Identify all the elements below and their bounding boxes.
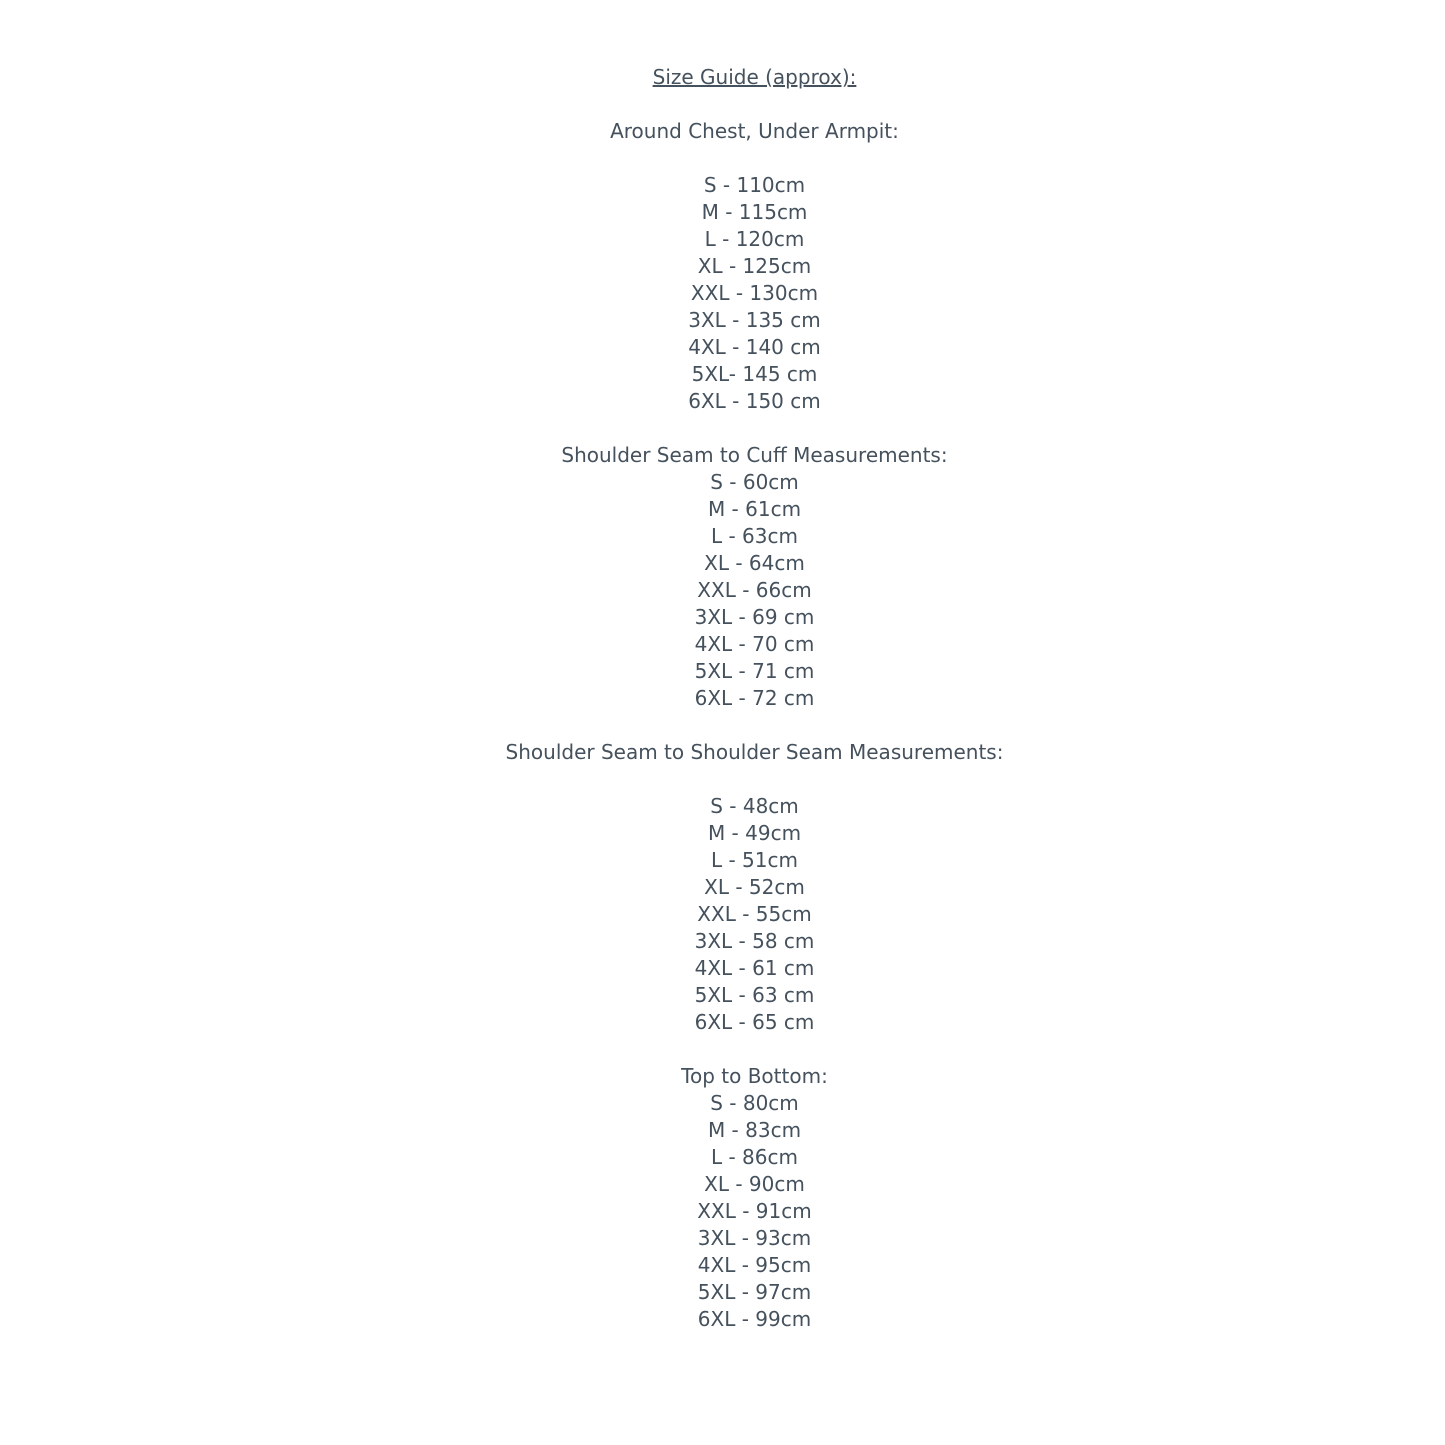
size-section: [64, 739, 1445, 1036]
size-item: 4XL - 140 cm: [688, 335, 821, 359]
size-item: 3XL - 135 cm: [688, 308, 821, 332]
size-item: 5XL- 145 cm: [691, 362, 818, 386]
size-section: [64, 1063, 1445, 1333]
page-title: Size Guide (approx):: [652, 65, 857, 89]
size-item: XL - 90cm: [704, 1172, 805, 1196]
section-heading: Shoulder Seam to Shoulder Seam Measurements:: [505, 740, 1004, 764]
size-item: M - 115cm: [701, 200, 808, 224]
size-item: 4XL - 95cm: [697, 1253, 812, 1277]
section-heading: Top to Bottom:: [681, 1064, 828, 1088]
size-item: M - 83cm: [707, 1118, 802, 1142]
size-item: 6XL - 99cm: [697, 1307, 812, 1331]
size-item: 5XL - 71 cm: [694, 659, 815, 683]
size-item: XL - 125cm: [697, 254, 812, 278]
section-heading: Around Chest, Under Armpit:: [610, 119, 899, 143]
size-list: [64, 469, 1445, 712]
size-guide-sections: [64, 118, 1445, 1333]
size-item: XL - 64cm: [704, 551, 805, 575]
size-item: S - 110cm: [703, 173, 806, 197]
size-section: [64, 118, 1445, 415]
size-item: XXL - 130cm: [690, 281, 819, 305]
size-item: M - 49cm: [707, 821, 802, 845]
size-item: S - 80cm: [710, 1091, 799, 1115]
size-item: M - 61cm: [707, 497, 802, 521]
size-item: XXL - 66cm: [697, 578, 812, 602]
size-section: [64, 442, 1445, 712]
size-item: 3XL - 93cm: [697, 1226, 812, 1250]
size-item: S - 48cm: [710, 794, 799, 818]
size-item: 5XL - 97cm: [697, 1280, 812, 1304]
size-list: [64, 1090, 1445, 1333]
size-list: [64, 793, 1445, 1036]
size-item: 4XL - 61 cm: [694, 956, 815, 980]
size-item: XL - 52cm: [704, 875, 805, 899]
size-item: 3XL - 69 cm: [694, 605, 815, 629]
size-item: 3XL - 58 cm: [694, 929, 815, 953]
size-item: S - 60cm: [710, 470, 799, 494]
size-item: L - 86cm: [710, 1145, 798, 1169]
size-item: XXL - 55cm: [697, 902, 812, 926]
section-heading: Shoulder Seam to Cuff Measurements:: [561, 443, 948, 467]
size-item: 6XL - 65 cm: [694, 1010, 815, 1034]
size-item: XXL - 91cm: [697, 1199, 812, 1223]
size-item: 4XL - 70 cm: [694, 632, 815, 656]
size-list: [64, 172, 1445, 415]
size-item: L - 51cm: [710, 848, 798, 872]
size-item: 6XL - 72 cm: [694, 686, 815, 710]
size-item: L - 120cm: [704, 227, 805, 251]
size-item: 6XL - 150 cm: [688, 389, 821, 413]
size-item: 5XL - 63 cm: [694, 983, 815, 1007]
size-item: L - 63cm: [710, 524, 798, 548]
